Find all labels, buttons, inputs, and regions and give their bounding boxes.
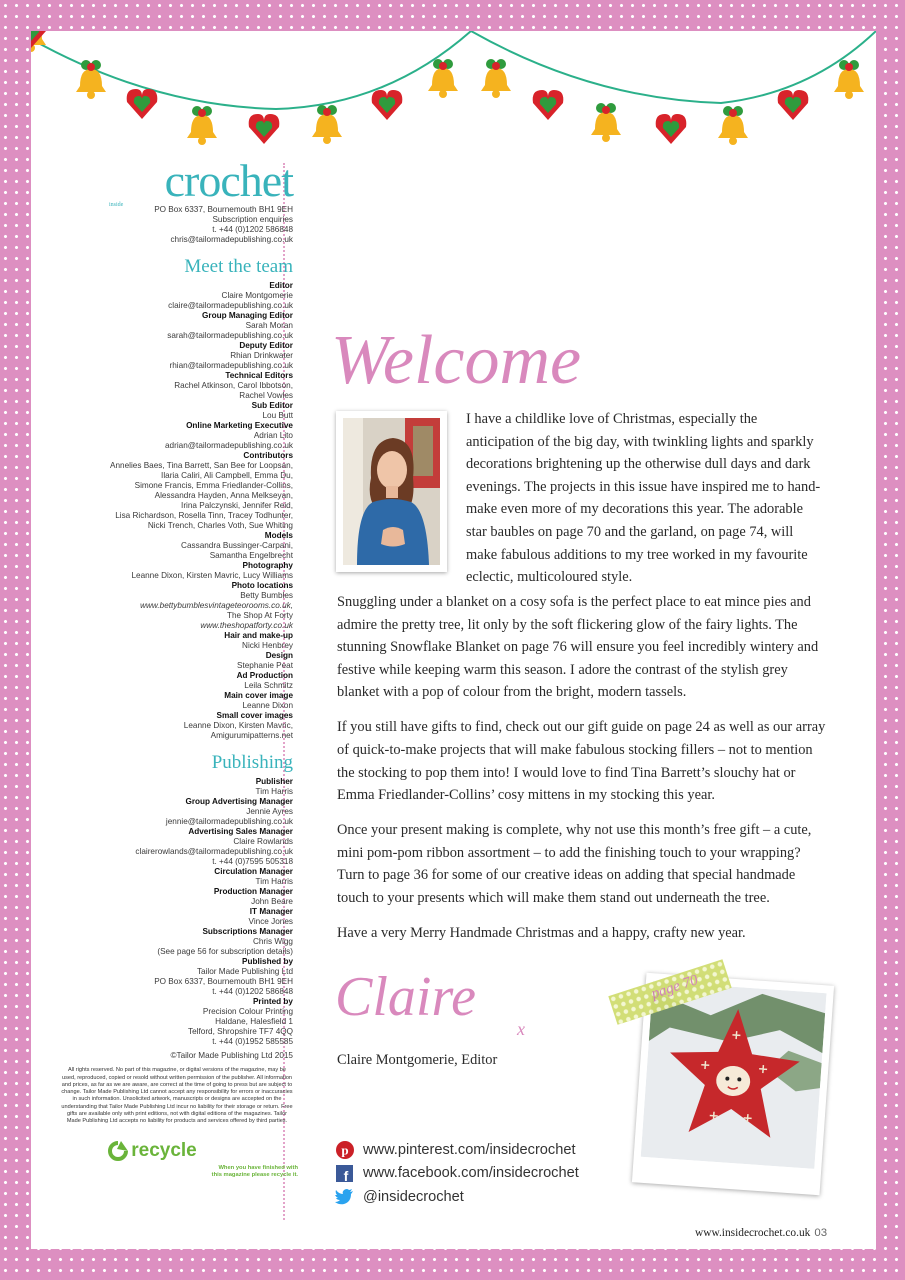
credit-name: Rhian Drinkwater — [230, 351, 293, 361]
twitter-handle[interactable]: @insidecrochet — [363, 1188, 464, 1205]
subscription-label: Subscription enquiries — [212, 215, 293, 224]
editor-credit: Claire Montgomerie, Editor — [337, 1052, 498, 1068]
phone: t. +44 (0)1202 586848 — [212, 225, 293, 234]
credit-name: (See page 56 for subscription details) — [157, 947, 293, 957]
credit-name: t. +44 (0)7595 505318 — [212, 857, 293, 867]
credit-role: Contributors — [243, 451, 293, 461]
credit-role: Sub Editor — [251, 401, 293, 411]
address: PO Box 6337, Bournemouth BH1 9EH — [154, 205, 293, 214]
credit-name: Precision Colour Printing — [202, 1007, 293, 1017]
credit-name: Annelies Baes, Tina Barrett, San Bee for Loopsan, — [110, 461, 293, 471]
credit-name: PO Box 6337, Bournemouth BH1 9EH — [154, 977, 293, 987]
credit-role: IT Manager — [249, 907, 293, 917]
credit-name: Claire Rowlands — [233, 837, 293, 847]
recycle-word: recycle — [131, 1140, 197, 1162]
credit-role: Editor — [269, 281, 293, 291]
credit-name: Claire Montgomerie — [221, 291, 293, 301]
page-number: 03 — [814, 1227, 828, 1239]
credit-name: Samantha Engelbrecht — [209, 551, 293, 561]
credit-name[interactable]: claire@tailormadepublishing.co.uk — [168, 301, 293, 311]
credit-role: Photo locations — [231, 581, 293, 591]
recycle-line-1: When you have finished with — [218, 1165, 298, 1172]
credit-website[interactable]: www.theshopatforty.co.uk — [200, 621, 293, 631]
credit-name: Stephanie Peat — [237, 661, 293, 671]
credit-role: Printed by — [252, 997, 293, 1007]
editor-signature — [331, 961, 541, 1041]
credit-role: Group Managing Editor — [202, 311, 293, 321]
credit-name: Simone Francis, Emma Friedlander-Collins, — [134, 481, 293, 491]
credit-name: Irina Palczynski, Jennifer Reid, — [181, 501, 293, 511]
recycle-badge — [36, 1139, 298, 1179]
credit-role: Models — [264, 531, 293, 541]
credit-name: Lisa Richardson, Rosella Tinn, Tracey Todhunter, — [115, 511, 293, 521]
recycle-logo — [107, 1139, 197, 1162]
svg-text:f: f — [343, 1167, 349, 1182]
publishing-heading: Publishing — [211, 752, 293, 774]
paragraph-4: Have a very Merry Handmade Christmas and a happy, crafty new year. — [337, 924, 746, 941]
copyright: ©Tailor Made Publishing Ltd 2015 — [170, 1051, 293, 1061]
credit-name: Nicki Trench, Charles Voth, Sue Whiting — [147, 521, 293, 531]
pinterest-url[interactable]: www.pinterest.com/insidecrochet — [363, 1141, 576, 1158]
legal-notice: All rights reserved. No part of this magazine, or digital versions of the magazine, may be used, reproduced, copied or resold without written permission of the publisher. All information and prices, as far as we are aware, are correct at the time of going to press but are subject to change. Tailor Made Publishing Ltd cannot accept any responsibility for errors or inaccuracies in such information. Unsolicited artwork, manuscripts or designs are accepted on the understanding that Tailor Made Publishing Ltd incur no liability for their storage or return. Free gifts are available only with print editions, not with digital editions of the magazines. Tailor Made Publishing Ltd accepts no liability for products and services offered by third parties. — [61, 1067, 293, 1125]
logo-prefix: inside — [109, 202, 124, 208]
credit-role: Subscriptions Manager — [202, 927, 293, 937]
credit-name: t. +44 (0)1952 585585 — [212, 1037, 293, 1047]
welcome-title: Welcome — [331, 322, 582, 399]
credit-role: Hair and make-up — [224, 631, 293, 641]
credit-name: Chris Wigg — [252, 937, 293, 947]
paragraph-3: Once your present making is complete, why not use this month’s free gift – a cute, mini pom-pom ribbon assortment – to add the finishing touch to your wrapping? Turn to page 36 for some of our creative ideas on adding that special handmade touch to your presents which will make them stand out underneath the tree. — [337, 822, 812, 906]
credit-name: Adrian Lito — [253, 431, 293, 441]
credit-role: Circulation Manager — [214, 867, 293, 877]
twitter-bird-icon — [335, 1187, 354, 1206]
credit-name: Leanne Dixon, Kirsten Mavric, Lucy Williams — [131, 571, 293, 581]
publishing-list — [61, 777, 293, 1047]
credit-role: Group Advertising Manager — [185, 797, 293, 807]
credit-role: Technical Editors — [225, 371, 293, 381]
intro-paragraph — [466, 408, 826, 589]
credit-name: Jennie Ayres — [246, 807, 293, 817]
social-links — [335, 1138, 579, 1209]
credit-name: Rachel Vowles — [239, 391, 293, 401]
team-heading: Meet the team — [184, 256, 293, 277]
credit-name: Leanne Dixon, Kirsten Mavric, — [183, 721, 293, 731]
credit-name: t. +44 (0)1202 586848 — [212, 987, 293, 997]
credit-name: Leanne Dixon — [242, 701, 293, 711]
crochet-star-image — [641, 981, 827, 1169]
credit-name[interactable]: rhian@tailormadepublishing.co.uk — [169, 361, 293, 371]
facebook-url[interactable]: www.facebook.com/insidecrochet — [363, 1165, 579, 1182]
recycle-note — [36, 1165, 298, 1179]
credit-name: Amigurumipatterns.net — [210, 731, 293, 741]
article-body — [337, 591, 827, 957]
credit-role: Deputy Editor — [239, 341, 293, 351]
credit-role: Ad Production — [236, 671, 293, 681]
signature-text: Claire — [335, 966, 477, 1028]
intro-text: I have a childlike love of Christmas, especially the anticipation of the big day, with twinkling lights and sparkly decorations brightening up the otherwise dull days and dark evenings. The projects in this issue have inspired me to hand-make even more of my decorations this year. The adorable star baubles on page 70 and the garland, on page 74, will make fabulous additions to my tree worked in my favourite eclectic, multicoloured style. — [466, 411, 821, 586]
credit-name: Betty Bumbles — [240, 591, 293, 601]
recycle-line-2: this magazine please recycle it. — [211, 1172, 298, 1179]
paragraph-2: If you still have gifts to find, check out our gift guide on page 24 as well as our array of quick-to-make projects that will make fabulous stocking fillers – not to mention the stocking to pop them into! I would love to find Tina Barrett’s slouchy hat or Emma Friedlander-Collins’ cosy mittens in my stocking this year. — [337, 719, 826, 804]
credit-role: Advertising Sales Manager — [188, 827, 293, 837]
editor-portrait-image — [343, 418, 440, 565]
page-footer — [695, 1227, 827, 1239]
team-list — [61, 281, 293, 741]
footer-url[interactable]: www.insidecrochet.co.uk — [695, 1227, 811, 1239]
credit-role: Main cover image — [224, 691, 293, 701]
pinterest-link[interactable] — [335, 1138, 579, 1162]
logo-text: crochet — [164, 155, 293, 206]
credit-name: Sarah Moran — [245, 321, 293, 331]
credit-name: Ilaria Caliri, Ali Campbell, Emma Du, — [161, 471, 293, 481]
credit-name: Tailor Made Publishing Ltd — [196, 967, 293, 977]
credit-name: Nicki Henbrey — [242, 641, 293, 651]
recycle-arrow-icon — [107, 1140, 129, 1162]
credit-role: Publisher — [255, 777, 293, 787]
facebook-link[interactable] — [335, 1162, 579, 1186]
tape-label: page 70 — [649, 972, 701, 1003]
masthead-sidebar — [61, 155, 298, 1180]
twitter-link[interactable] — [335, 1185, 579, 1209]
credit-name: Tim Harris — [255, 877, 293, 887]
credit-name: Leila Schmitz — [244, 681, 293, 691]
credit-role: Online Marketing Executive — [186, 421, 293, 431]
credit-name[interactable]: jennie@tailormadepublishing.co.uk — [165, 817, 293, 827]
credit-name: Lou Butt — [262, 411, 293, 421]
credit-name: The Shop At Forty — [227, 611, 293, 621]
credit-role: Production Manager — [213, 887, 293, 897]
credit-name: Haldane, Halesfield 1 — [215, 1017, 293, 1027]
credit-website[interactable]: www.bettybumblesvintageteorooms.co.uk, — [140, 601, 293, 611]
pinterest-icon — [335, 1140, 354, 1159]
credit-name: Alessandra Hayden, Anna Melkseyan, — [154, 491, 293, 501]
credit-role: Design — [265, 651, 293, 661]
credit-name: Cassandra Bussinger-Carpani, — [181, 541, 293, 551]
credit-name[interactable]: sarah@tailormadepublishing.co.uk — [167, 331, 293, 341]
magazine-page — [31, 31, 876, 1249]
credit-name[interactable]: adrian@tailormadepublishing.co.uk — [164, 441, 293, 451]
svg-text:p: p — [340, 1142, 349, 1158]
paragraph-1: Snuggling under a blanket on a cosy sofa is the perfect place to eat mince pies and admire the pretty tree, lit only by the soft flickering glow of the fairy lights. The stunning Snowflake Blanket on page 76 will ensure you feel incredibly wintery and festive while keeping warm this season. I adore the contrast of the stylish grey blanket with a pop of colour from the bright, modern tassels. — [337, 594, 819, 701]
magazine-logo — [61, 155, 293, 208]
email-link[interactable]: chris@tailormadepublishing.co.uk — [170, 235, 293, 244]
credit-name: Vince Jones — [248, 917, 293, 927]
credit-name: Telford, Shropshire TF7 4QQ — [188, 1027, 293, 1037]
credit-name: Rachel Atkinson, Carol Ibbotson, — [174, 381, 293, 391]
editor-photo — [336, 411, 447, 572]
credit-name: John Beare — [251, 897, 293, 907]
facebook-icon — [335, 1164, 354, 1183]
signature-kiss: x — [517, 1019, 525, 1039]
credit-role: Photography — [242, 561, 293, 571]
credit-role: Published by — [242, 957, 293, 967]
credit-role: Small cover images — [216, 711, 293, 721]
christmas-garland-illustration — [31, 31, 876, 161]
credit-name: Tim Harris — [255, 787, 293, 797]
credit-name[interactable]: clairerowlands@tailormadepublishing.co.uk — [135, 847, 293, 857]
